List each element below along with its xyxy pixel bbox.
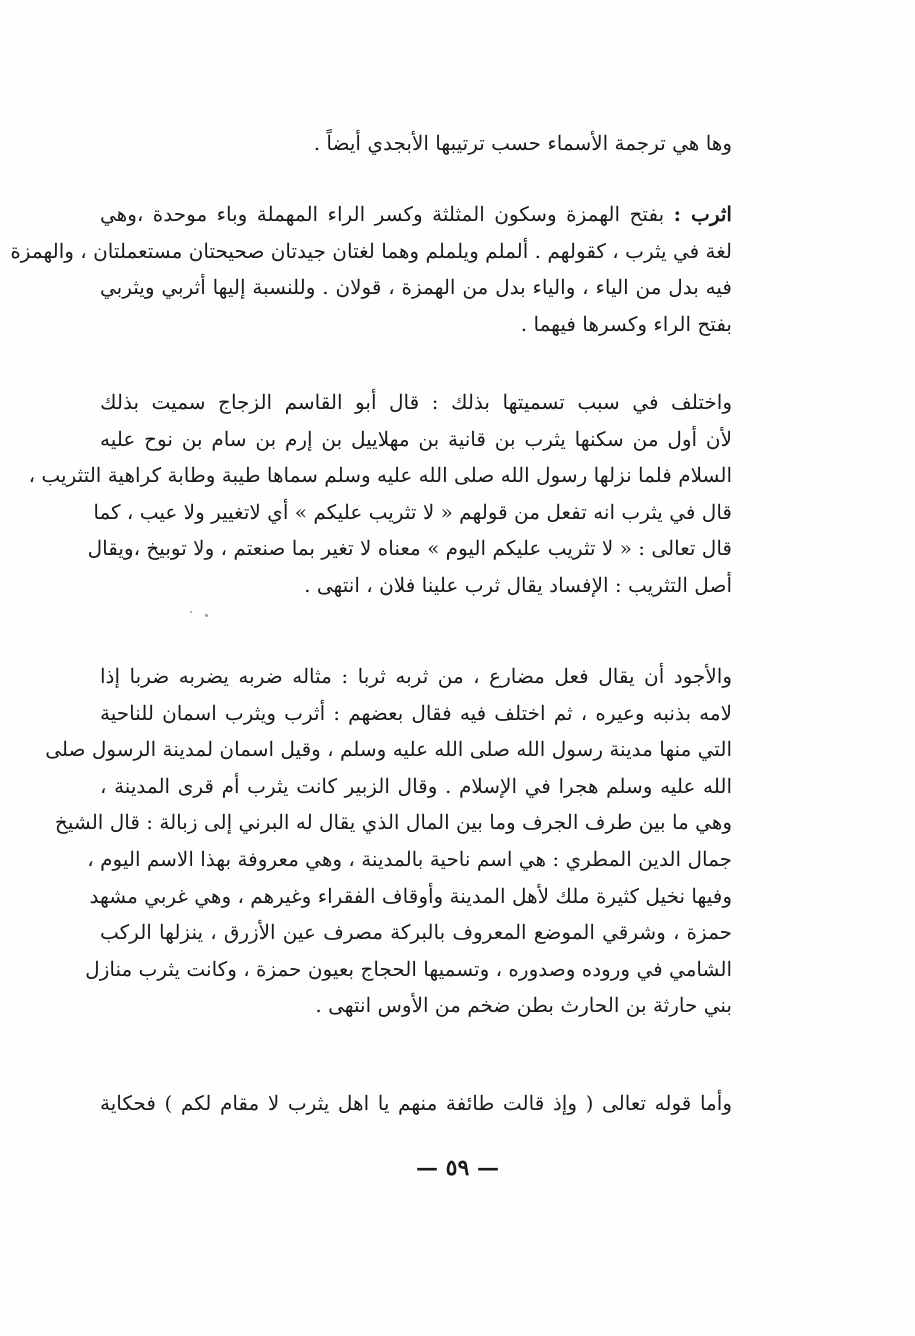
text-line: أصل التثريب : الإفساد يقال ثرب علينا فلان ، انتهى .: [304, 572, 732, 597]
quran-verse-paragraph: [100, 1085, 732, 1122]
text-line: التي منها مدينة رسول الله صلى الله عليه وسلم ، وقيل اسمان لمدينة الرسول صلى: [45, 737, 732, 762]
text-line: وفيها نخيل كثيرة ملك لأهل المدينة وأوقاف الفقراء وغيرهم ، وهي غربي مشهد: [89, 883, 732, 908]
text-line: بني حارثة بن الحارث بطن ضخم من الأوس انتهى .: [315, 993, 732, 1018]
etymology-paragraph: [45, 658, 732, 1024]
text-line: السلام فلما نزلها رسول الله صلى الله عليه وسلم سماها طيبة وطابة كراهية التثريب ،: [28, 463, 732, 488]
page-number: — ٥٩ —: [416, 1155, 499, 1181]
entry-heading: اثرب :: [673, 202, 732, 226]
text-line: قال في يثرب انه تفعل من قولهم « لا تثريب عليكم » أي لاتغيير ولا عيب ، كما: [93, 499, 732, 524]
text-line: لأن أول من سكنها يثرب بن قانية بن مهلاييل بن إرم بن سام بن نوح عليه: [100, 426, 732, 451]
text-line: وهي ما بين طرف الجرف وما بين المال الذي يقال له البرني إلى زبالة : قال الشيخ: [54, 810, 732, 835]
naming-reason-paragraph: [28, 384, 732, 604]
text-line: وأما قوله تعالى ( وإذ قالت طائفة منهم يا اهل يثرب لا مقام لكم ) فحكاية: [100, 1091, 732, 1115]
text-line: الشامي في وروده وصدوره ، وتسميها الحجاج بعيون حمزة ، وكانت يثرب منازل: [85, 956, 732, 981]
text-line: جمال الدين المطري : هي اسم ناحية بالمدينة ، وهي معروفة بهذا الاسم اليوم ،: [87, 846, 732, 871]
text-line: فيه بدل من الياء ، والياء بدل من الهمزة ، قولان . وللنسبة إليها أثربي ويثربي: [100, 275, 732, 300]
intro-paragraph: [100, 125, 732, 162]
athrib-entry-paragraph: [10, 196, 732, 342]
text-line: [100, 196, 732, 233]
text-line: لامه بذنبه وعيره ، ثم اختلف فيه فقال بعضهم : أثرب ويثرب اسمان للناحية: [100, 700, 732, 725]
text-line: وها هي ترجمة الأسماء حسب ترتيبها الأبجدي أيضاً .: [313, 131, 732, 155]
text-line: بفتح الراء وكسرها فيهما .: [520, 311, 732, 336]
text-line: حمزة ، وشرقي الموضع المعروف بالبركة مصرف عين الأزرق ، ينزلها الركب: [100, 920, 732, 945]
text-line: لغة في يثرب ، كقولهم . ألملم ويلملم وهما لغتان جيدتان صحيحتان مستعملتان ، والهمزة: [10, 238, 732, 263]
text-line: واختلف في سبب تسميتها بذلك : قال أبو القاسم الزجاج سميت بذلك: [100, 390, 732, 414]
text-line: الله عليه وسلم هجرا في الإسلام . وقال الزبير كانت يثرب أم قرى المدينة ،: [100, 773, 732, 798]
print-speck: [190, 611, 192, 613]
text-line: قال تعالى : « لا تثريب عليكم اليوم » معناه لا تغير بما صنعتم ، ولا توبيخ ،ويقال: [87, 536, 732, 561]
text-line: والأجود أن يقال فعل مضارع ، من ثربه ثربا : مثاله ضربه يضربه ضربا إذا: [100, 664, 732, 688]
entry-text: بفتح الهمزة وسكون المثلثة وكسر الراء المهملة وباء موحدة ،وهي: [100, 202, 674, 226]
print-speck: [205, 614, 208, 617]
